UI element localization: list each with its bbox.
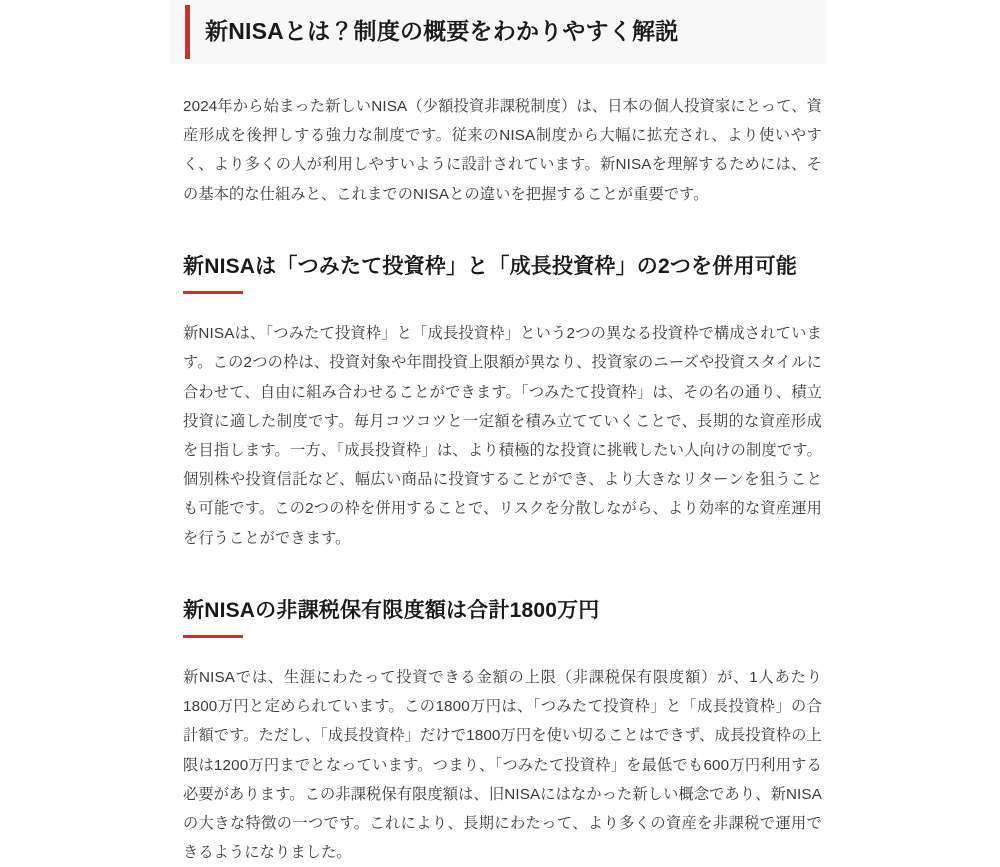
document-title-band bbox=[170, 0, 826, 64]
intro-section bbox=[170, 92, 830, 209]
section-heading-rule bbox=[183, 635, 243, 638]
section-investment-frames bbox=[170, 253, 830, 553]
content-column bbox=[170, 0, 830, 867]
section-tax-free-limit bbox=[170, 597, 830, 867]
section-heading-tax-free-limit: 新NISAの非課税保有限度額は合計1800万円 bbox=[183, 598, 600, 622]
title-accent-bar bbox=[185, 5, 190, 59]
section-body-investment-frames: 新NISAは、「つみたて投資枠」と「成長投資枠」という2つの異なる投資枠で構成されています。この2つの枠は、投資対象や年間投資上限額が異なり、投資家のニーズや投資スタイルに合わせて、自由に組み合わせることができます。「つみたて投資枠」は、その名の通り、積立投資に適した制度です。毎月コツコツと一定額を積み立てていくことで、長期的な資産形成を目指します。一方、「成長投資枠」は、より積極的な投資に挑戦したい人向けの制度です。個別株や投資信託など、幅広い商品に投資することができ、より大きなリターンを狙うことも可能です。この2つの枠を併用することで、リスクを分散しながら、より効率的な資産運用を行うことができます。 bbox=[183, 325, 822, 547]
intro-paragraph: 2024年から始まった新しいNISA（少額投資非課税制度）は、日本の個人投資家にとって、資産形成を後押しする強力な制度です。従来のNISA制度から大幅に拡充され、より使いやすく、より多くの人が利用しやすいように設計されています。新NISAを理解するためには、その基本的な仕組みと、これまでのNISAとの違いを把握することが重要です。 bbox=[183, 98, 822, 203]
section-heading-investment-frames: 新NISAは「つみたて投資枠」と「成長投資枠」の2つを併用可能 bbox=[183, 254, 798, 278]
section-body-tax-free-limit: 新NISAでは、生涯にわたって投資できる金額の上限（非課税保有限度額）が、1人あたり1800万円と定められています。この1800万円は、「つみたて投資枠」と「成長投資枠」の合計額です。ただし、「成長投資枠」だけで1800万円を使い切ることはできず、成長投資枠の上限は1200万円までとなっています。つまり、「つみたて投資枠」を最低でも600万円利用する必要があります。この非課税保有限度額は、旧NISAにはなかった新しい概念であり、新NISAの大きな特徴の一つです。これにより、長期にわたって、より多くの資産を非課税で運用できるようになりました。 bbox=[183, 669, 822, 862]
page-title: 新NISAとは？制度の概要をわかりやすく解説 bbox=[205, 18, 679, 45]
section-heading-rule bbox=[183, 291, 243, 294]
